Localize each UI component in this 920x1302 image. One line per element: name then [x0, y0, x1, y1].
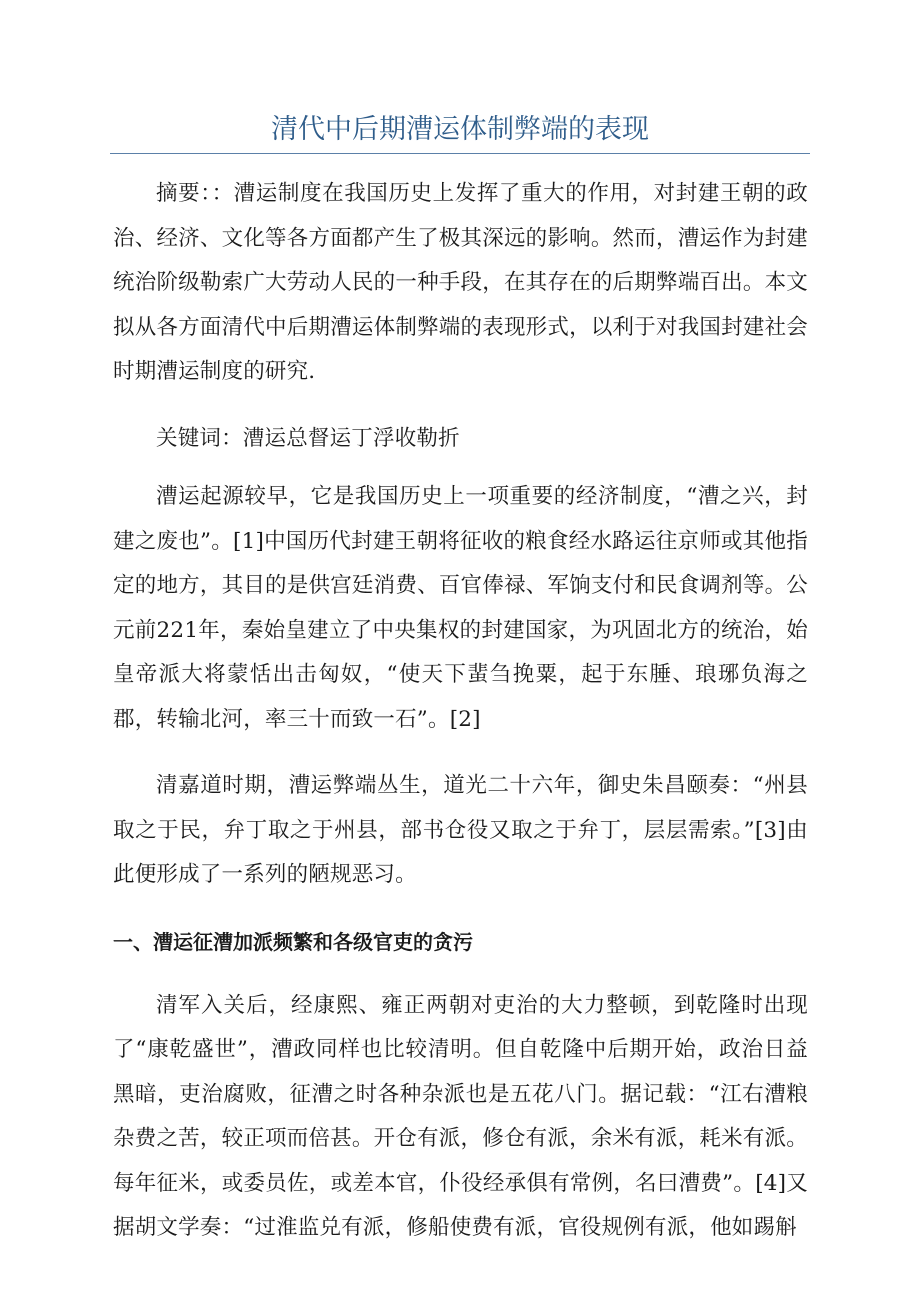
abstract-paragraph: 摘要：：漕运制度在我国历史上发挥了重大的作用，对封建王朝的政治、经济、文化等各方面都产生了极其深远的影响。然而，漕运作为封建统治阶级勒索广大劳动人民的一种手段，在其存在的后期弊端百出。本文拟从各方面清代中后期漕运体制弊端的表现形式，以利于对我国封建社会时期漕运制度的研究.: [113, 181, 808, 384]
section-heading-1: 一、漕运征漕加派频繁和各级官吏的贪污: [113, 929, 473, 954]
body-paragraph-jiadao: 清嘉道时期，漕运弊端丛生，道光二十六年，御史朱昌颐奏：“州县取之于民，弁丁取之于州县，部书仓役又取之于弁丁，层层需索。”[3]由此便形成了一系列的陋规恶习。: [113, 773, 808, 887]
section-1-paragraph: 清军入关后，经康熙、雍正两朝对吏治的大力整顿，到乾隆时出现了“康乾盛世”，漕政同样也比较清明。但自乾隆中后期开始，政治日益黑暗，吏治腐败，征漕之时各种杂派也是五花八门。据记载：“江右漕粮杂费之苦，较正项而倍甚。开仓有派，修仓有派，余米有派，耗米有派。每年征米，或委员佐，或差本官，仆役经承俱有常例，名曰漕费”。[4]又据胡文学奏：“过淮监兑有派，修船使费有派，官役规例有派，他如踢斛: [113, 992, 808, 1240]
keywords-paragraph: 关键词：漕运总督运丁浮收勒折: [156, 425, 460, 451]
document-body: [113, 172, 808, 1273]
page-title: 清代中后期漕运体制弊端的表现: [271, 114, 649, 145]
title-divider: [110, 153, 810, 154]
body-paragraph-intro: 漕运起源较早，它是我国历史上一项重要的经济制度，“漕之兴，封建之废也”。[1]中国历代封建王朝将征收的粮食经水路运往京师或其他指定的地方，其目的是供宫廷消费、百官俸禄、军饷支付和民食调剂等。公元前221年，秦始皇建立了中央集权的封建国家，为巩固北方的统治，始皇帝派大将蒙恬出击匈奴，“使天下蜚刍挽粟，起于东腄、琅琊负海之郡，转输北河，率三十而致一石”。[2]: [113, 484, 808, 732]
